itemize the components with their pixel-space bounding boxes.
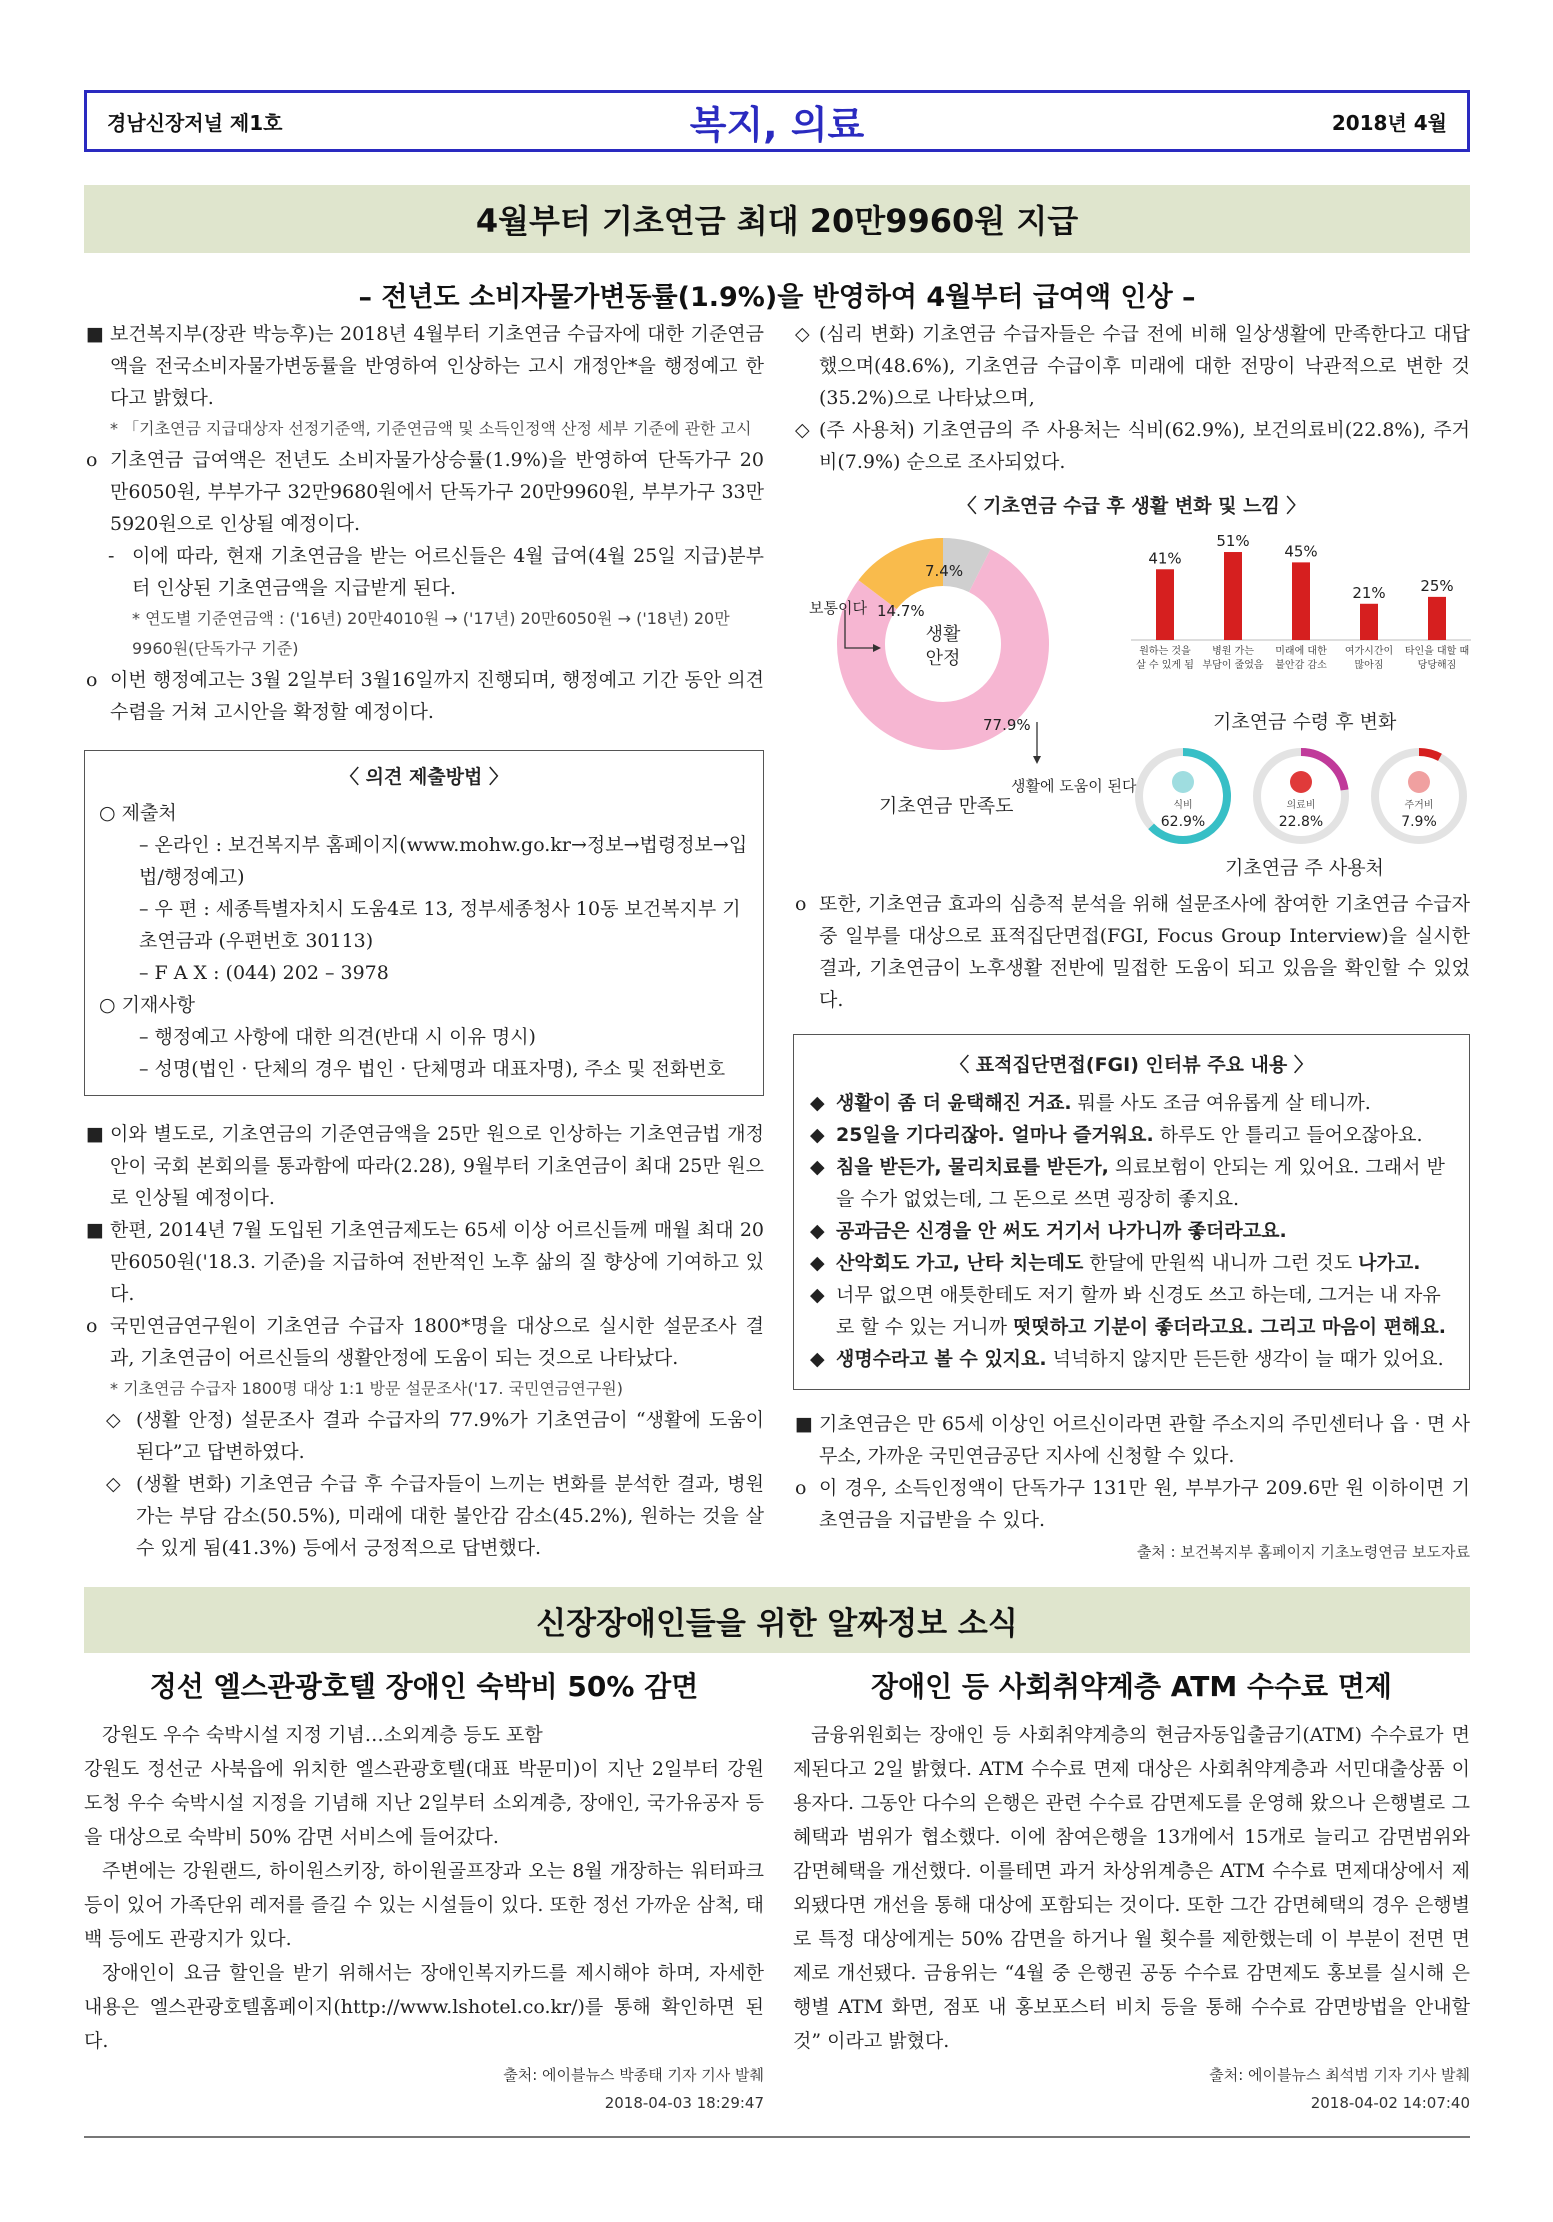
bar-value-label: 21% (1352, 583, 1386, 602)
footnote: * 「기초연금 지급대상자 선정기준액, 기준연금액 및 소득인정액 산정 세부 기준에 관한 고시 (110, 419, 752, 438)
usage-chart-title: 기초연금 주 사용처 (1225, 857, 1384, 879)
donut-arc (1419, 752, 1440, 757)
fgi-item: ◆ 생명수라고 볼 수 있지요. 넉넉하지 않지만 든든한 생각이 늘 때가 있어요. (810, 1348, 1444, 1370)
pie-chart-title: 기초연금 만족도 (879, 795, 1014, 817)
bar-value-label: 45% (1284, 542, 1318, 561)
source-note: 출처: 에이블뉴스 박종태 기자 기사 발췌 (503, 2066, 764, 2084)
infographic (793, 490, 1470, 879)
pie-callout-line (843, 608, 883, 668)
box-title: 〈 의견 제출방법 〉 (340, 766, 508, 788)
bar (1156, 569, 1174, 640)
bar-category-label: 많아짐 (1354, 660, 1384, 671)
issue-date: 2018년 4월 (1331, 110, 1447, 135)
paragraph: 금융위원회는 장애인 등 사회취약계층의 현금자동입출금기(ATM) 수수료가 면제된다고 2일 밝혔다. ATM 수수료 면제 대상은 사회취약계층과 서민대출상품 이용자다. 그동안 다수의 은행은 관련 수수료 감면제도를 운영해 왔으나 은행별로 그 혜택과 범위가 협소했다. 이에 참여은행을 13개에서 15개로 늘리고 감면범위와 감면혜택을 개선했다. 이를테면 과거 차상위계층은 ATM 수수료 면제대상에서 제외됐다면 개선을 통해 대상에 포함되는 것이다. 또한 그간 감면혜택의 경우 은행별로 특정 대상에게는 50% 감면을 하거나 월 횟수를 제한했는데 이 부분이 전면 면제로 개선됐다. 금융위는 “4월 중 은행권 공동 수수료 감면제도 홍보를 실시해 은행별 ATM 화면, 점포 내 홍보포스터 비치 등을 통해 수수료 감면방법을 안내할 것” 이라고 밝혔다. (793, 1724, 1470, 2052)
paragraph: o 또한, 기초연금 효과의 심층적 분석을 위해 설문조사에 참여한 기초연금 수급자 중 일부를 대상으로 표적집단면접(FGI, Focus Group Interview)을 실시한 결과, 기초연금이 노후생활 전반에 밀접한 도움이 되고 있음을 확인할 수 있었다. (795, 893, 1470, 1011)
paragraph: 주변에는 강원랜드, 하이원스키장, 하이원골프장과 오는 8월 개장하는 워터파크 등이 있어 가족단위 레저를 즐길 수 있는 시설들이 있다. 또한 정선 가까운 삼척, 태백 등에도 관광지가 있다. (84, 1860, 764, 1950)
paragraph: ◇ (생활 안정) 설문조사 결과 수급자의 77.9%가 기초연금이 “생활에 도움이 된다”고 답변하였다. (106, 1409, 764, 1463)
bar-chart-title: 기초연금 수령 후 변화 (1213, 711, 1397, 733)
paragraph: o 이 경우, 소득인정액이 단독가구 131만 원, 부부가구 209.6만 원 이하이면 기초연금을 지급받을 수 있다. (795, 1477, 1470, 1531)
pie-label-helpful: 생활에 도움이 된다 (1011, 777, 1137, 795)
bar (1224, 552, 1242, 640)
donut-category-label: 의료비 (1286, 800, 1316, 811)
paragraph: 강원도 우수 숙박시설 지정 기념…소외계층 등도 포함 (102, 1724, 543, 1746)
bar-category-label: 여가시간이 (1344, 646, 1394, 657)
atm-article (793, 1670, 1470, 2114)
bar-category-label: 병원 가는 (1212, 646, 1254, 657)
usage-icon (1290, 771, 1312, 793)
bar (1360, 604, 1378, 640)
fgi-item: ◆ 산악회도 가고, 난타 치는데도 한달에 만원씩 내니까 그런 것도 나가고. (810, 1252, 1421, 1274)
fgi-title: 〈 표적집단면접(FGI) 인터뷰 주요 내용 〉 (950, 1054, 1313, 1076)
bar-category-label: 당당해짐 (1417, 660, 1457, 671)
bar-category-label: 살 수 있게 됨 (1136, 660, 1194, 671)
paragraph: 장애인이 요금 할인을 받기 위해서는 장애인복지카드를 제시해야 하며, 자세한 내용은 엘스관광호텔홈페이지(http://www.lshotel.co.kr/)를 통해 확인하면 된다. (84, 1962, 764, 2052)
donut-value-label: 7.9% (1401, 814, 1437, 830)
change-bar-chart (1131, 528, 1471, 678)
bar-value-label: 51% (1216, 532, 1250, 551)
right-column (793, 318, 1470, 1568)
bar-category-label: 타인을 대할 때 (1404, 646, 1470, 657)
fgi-interview-box (793, 1034, 1470, 1390)
usage-icon (1172, 771, 1194, 793)
source-note: 출처: 에이블뉴스 최석범 기자 기사 발췌 (1209, 2066, 1470, 2084)
fgi-item: ◆ 침을 받든가, 물리치료를 받든가, 의료보험이 안되는 게 있어요. 그래서 받을 수가 없었는데, 그 돈으로 쓰면 굉장히 좋지요. (810, 1156, 1445, 1210)
footnote: * 기초연금 수급자 1800명 대상 1:1 방문 설문조사('17. 국민연금연구원) (110, 1379, 623, 1398)
bar-category-label: 원하는 것을 (1139, 646, 1191, 657)
pie-label-normal: 보통이다 (809, 599, 867, 617)
fgi-item: ◆ 공과금은 신경을 안 써도 거기서 나가니까 좋더라고요. (810, 1220, 1287, 1242)
paragraph: o 이번 행정예고는 3월 2일부터 3월16일까지 진행되며, 행정예고 기간 동안 의견수렴을 거쳐 고시안을 확정할 예정이다. (86, 669, 764, 723)
paragraph: ■ 이와 별도로, 기초연금의 기준연금액을 25만 원으로 인상하는 기초연금법 개정안이 국회 본회의를 통과함에 따라(2.28), 9월부터 기초연금이 최대 25만 원으로 인상될 예정이다. (86, 1123, 764, 1209)
article-title: 4월부터 기초연금 최대 20만9960원 지급 (84, 185, 1470, 253)
paragraph: ◇ (심리 변화) 기초연금 수급자들은 수급 전에 비해 일상생활에 만족한다고 대답했으며(48.6%), 기초연금 수급이후 미래에 대한 전망이 낙관적으로 변한 것(35.2%)으로 나타났으며, (795, 323, 1470, 409)
bottom-divider (84, 2136, 1470, 2138)
left-column (84, 318, 764, 1564)
box-line: – F A X : (044) 202 – 3978 (139, 962, 389, 984)
donut-value-label: 62.9% (1160, 814, 1206, 830)
source-note: 출처 : 보건복지부 홈페이지 기초노령연금 보도자료 (1136, 1543, 1470, 1561)
paragraph: - 이에 따라, 현재 기초연금을 받는 어르신들은 4월 급여(4월 25일 지급)분부터 인상된 기초연금액을 지급받게 된다. (108, 545, 764, 599)
fgi-item: ◆ 25일을 기다리잖아. 얼마나 즐거워요. 하루도 안 틀리고 들어오잖아요. (810, 1124, 1423, 1146)
pie-callout-line (1033, 720, 1063, 770)
pie-center-label: 생활 (925, 624, 961, 645)
donut-category-label: 주거비 (1404, 800, 1434, 811)
bar (1292, 562, 1310, 640)
pie-value-label: 77.9% (983, 716, 1031, 734)
hotel-article-title: 정선 엘스관광호텔 장애인 숙박비 50% 감면 (149, 1670, 699, 1703)
pie-value-label: 7.4% (925, 562, 964, 580)
bar-category-label: 미래에 대한 (1275, 646, 1327, 657)
source-timestamp: 2018-04-03 18:29:47 (604, 2094, 764, 2112)
journal-name: 경남신장저널 제1호 (107, 110, 283, 135)
paragraph: ■ 기초연금은 만 65세 이상인 어르신이라면 관할 주소지의 주민센터나 읍 · 면 사무소, 가까운 국민연금공단 지사에 신청할 수 있다. (795, 1413, 1470, 1467)
bar-value-label: 25% (1420, 576, 1454, 595)
bar-value-label: 41% (1148, 549, 1182, 568)
box-line: – 행정예고 사항에 대한 의견(반대 시 이유 명시) (139, 1026, 536, 1048)
box-line: – 성명(법인 · 단체의 경우 법인 · 단체명과 대표자명), 주소 및 전화번호 (139, 1058, 726, 1080)
opinion-submission-box (84, 750, 764, 1096)
donut-category-label: 식비 (1173, 800, 1193, 811)
paragraph: o 기초연금 급여액은 전년도 소비자물가상승률(1.9%)을 반영하여 단독가구 20만6050원, 부부가구 32만9680원에서 단독가구 20만9960원, 부부가구 33만5920원으로 인상될 예정이다. (86, 449, 764, 535)
source-timestamp: 2018-04-02 14:07:40 (1310, 2094, 1470, 2112)
paragraph: o 국민연금연구원이 기초연금 수급자 1800*명을 대상으로 실시한 설문조사 결과, 기초연금이 어르신들의 생활안정에 도움이 되는 것으로 나타났다. (86, 1315, 764, 1369)
fgi-item: ◆ 너무 없으면 애틋한테도 저기 할까 봐 신경도 쓰고 하는데, 그거는 내 자유로 할 수 있는 거니까 떳떳하고 기분이 좋더라고요. 그리고 마음이 편해요. (810, 1284, 1446, 1338)
bar (1428, 597, 1446, 640)
donut-value-label: 22.8% (1278, 814, 1324, 830)
usage-icon (1408, 771, 1430, 793)
article-subtitle: – 전년도 소비자물가변동률(1.9%)을 반영하여 4월부터 급여액 인상 – (358, 282, 1196, 313)
paragraph: ◇ (주 사용처) 기초연금의 주 사용처는 식비(62.9%), 보건의료비(22.8%), 주거비(7.9%) 순으로 조사되었다. (795, 419, 1470, 473)
fgi-item: ◆ 생활이 좀 더 윤택해진 거죠. 뭐를 사도 조금 여유롭게 살 테니까. (810, 1092, 1371, 1114)
atm-article-title: 장애인 등 사회취약계층 ATM 수수료 면제 (871, 1670, 1392, 1703)
usage-donut-charts (1131, 740, 1471, 852)
pie-center-label: 안정 (925, 648, 961, 669)
footnote: * 연도별 기준연금액 : ('16년) 20만4010원 → ('17년) 20만6050원 → ('18년) 20만9960원(단독가구 기준) (132, 609, 730, 658)
hotel-article (84, 1670, 764, 2114)
infographic-title: 〈 기초연금 수급 후 생활 변화 및 느낌 〉 (957, 495, 1306, 517)
box-line: – 우 편 : 세종특별자치시 도움4로 13, 정부세종청사 10동 보건복지부 기초연금과 (우편번호 30113) (139, 898, 741, 952)
page-header (84, 90, 1470, 152)
bar-category-label: 불안감 감소 (1275, 660, 1327, 671)
box-line: ○ 기재사항 (99, 994, 196, 1016)
paragraph: 강원도 정선군 사북읍에 위치한 엘스관광호텔(대표 박문미)이 지난 2일부터 강원도청 우수 숙박시설 지정을 기념해 지난 2일부터 소외계층, 장애인, 국가유공자 등을 대상으로 숙박비 50% 감면 서비스에 들어갔다. (84, 1758, 764, 1848)
pie-value-label: 14.7% (877, 602, 925, 620)
section2-banner: 신장장애인들을 위한 알짜정보 소식 (84, 1587, 1470, 1653)
paragraph: ◇ (생활 변화) 기초연금 수급 후 수급자들이 느끼는 변화를 분석한 결과, 병원 가는 부담 감소(50.5%), 미래에 대한 불안감 감소(45.2%), 원하는 것을 살 수 있게 됨(41.3%) 등에서 긍정적으로 답변했다. (106, 1473, 764, 1559)
paragraph: ■ 한편, 2014년 7월 도입된 기초연금제도는 65세 이상 어르신들께 매월 최대 20만6050원('18.3. 기준)을 지급하여 전반적인 노후 삶의 질 향상에 기여하고 있다. (86, 1219, 764, 1305)
bar-category-label: 부담이 줄었음 (1202, 660, 1264, 671)
box-line: ○ 제출처 (99, 802, 177, 824)
box-line: – 온라인 : 보건복지부 홈페이지(www.mohw.go.kr→정보→법령정보→입법/행정예고) (139, 834, 748, 888)
section-title: 복지, 의료 (689, 102, 865, 147)
paragraph: ■ 보건복지부(장관 박능후)는 2018년 4월부터 기초연금 수급자에 대한 기준연금액을 전국소비자물가변동률을 반영하여 인상하는 고시 개정안*을 행정예고 한다고 밝혔다. (86, 323, 764, 409)
